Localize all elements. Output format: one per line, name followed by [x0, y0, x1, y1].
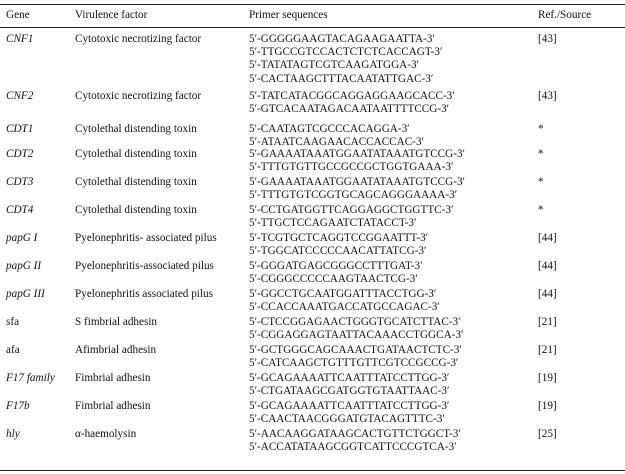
- primer-sequence: 5′-TTGCCGTCCACTCTCTCACCAGT-3′: [249, 46, 443, 59]
- cell-primer-sequences: [249, 400, 449, 426]
- primer-sequence: 5′-CGGAGGAGTAATTACAAACCTGGCA-3′: [249, 329, 464, 342]
- cell-ref-source: [21]: [538, 316, 557, 328]
- primer-sequence: 5′-TATCATACGGCAGGAGGAAGCACC-3′: [249, 90, 455, 102]
- primer-sequence: 5′-CCTGATGGTTCAGGAGGCTGGTTC-3′: [249, 204, 454, 216]
- cell-primer-sequences: [249, 90, 455, 116]
- primer-sequence: 5′-GTCACAATAGACAATAATTTTCCG-3′: [249, 103, 450, 116]
- primer-sequence: 5′-TGGCATCCCCCAACATTATCG-3′: [249, 245, 427, 258]
- primer-sequence: 5′-TTTGTGTCGGTGCAGCAGGGAAAA-3′: [249, 189, 458, 202]
- primer-sequence: 5′-ATAATCAAGAACACCACCAC-3′: [249, 136, 424, 149]
- cell-primer-sequences: [249, 176, 465, 202]
- cell-gene: papG II: [6, 260, 42, 272]
- cell-primer-sequences: [249, 428, 461, 454]
- primer-sequence: 5′-GAAAATAAATGGAATATAAATGTCCG-3′: [249, 148, 465, 160]
- cell-ref-source: *: [538, 148, 544, 160]
- cell-ref-source: [19]: [538, 400, 557, 412]
- cell-gene: CDT4: [6, 204, 34, 216]
- cell-gene: CDT3: [6, 176, 34, 188]
- cell-primer-sequences: [249, 33, 442, 86]
- cell-ref-source: [44]: [538, 260, 557, 272]
- primer-sequence: 5′-TTGCTCCAGAATCTATACCT-3′: [249, 217, 417, 230]
- cell-virulence-factor: Fimbrial adhesin: [75, 400, 151, 412]
- cell-primer-sequences: [249, 204, 453, 230]
- cell-virulence-factor: Fimbrial adhesin: [75, 372, 151, 384]
- cell-gene: CDT1: [6, 123, 34, 135]
- cell-primer-sequences: [249, 123, 424, 149]
- cell-ref-source: [44]: [538, 288, 557, 300]
- cell-gene: afa: [6, 344, 20, 356]
- primer-sequence: 5′-TCGTGCTCAGGTCCGGAATTT-3′: [249, 232, 429, 244]
- cell-ref-source: [25]: [538, 428, 557, 440]
- cell-gene: F17 family: [6, 372, 55, 384]
- cell-gene: CNF2: [6, 90, 34, 102]
- cell-primer-sequences: [249, 288, 440, 314]
- primer-sequence: 5′-GCAGAAAATTCAATTTATCCTTGG-3′: [249, 372, 450, 384]
- primer-sequence: 5′-AACAAGGATAAGCACTGTTCTGGCT-3′: [249, 428, 461, 440]
- header-gene: Gene: [6, 9, 30, 21]
- cell-primer-sequences: [249, 372, 449, 398]
- cell-gene: CDT2: [6, 148, 34, 160]
- primer-sequence: 5′-GGGGGAAGTACAGAAGAATTA-3′: [249, 33, 435, 45]
- bottom-rule: [0, 470, 625, 471]
- cell-ref-source: *: [538, 123, 544, 135]
- cell-virulence-factor: Afimbrial adhesin: [75, 344, 157, 356]
- header-rule: [0, 27, 625, 28]
- header-primer-sequences: Primer sequences: [249, 9, 328, 21]
- cell-primer-sequences: [249, 148, 465, 174]
- cell-primer-sequences: [249, 260, 423, 286]
- cell-virulence-factor: α-haemolysin: [75, 428, 137, 440]
- primer-sequence: 5′-GAAAATAAATGGAATATAAATGTCCG-3′: [249, 176, 465, 188]
- cell-primer-sequences: [249, 344, 462, 370]
- cell-primer-sequences: [249, 316, 463, 342]
- cell-gene: hly: [6, 428, 20, 440]
- cell-virulence-factor: Cytolethal distending toxin: [75, 148, 197, 160]
- cell-gene: papG I: [6, 232, 38, 244]
- top-rule: [0, 4, 625, 5]
- cell-ref-source: [43]: [538, 90, 557, 102]
- cell-virulence-factor: Cytolethal distending toxin: [75, 123, 197, 135]
- primer-sequence: 5′-GCTGGGCAGCAAACTGATAACTCTC-3′: [249, 344, 462, 356]
- cell-ref-source: [19]: [538, 372, 557, 384]
- cell-gene: F17b: [6, 400, 30, 412]
- primer-sequence: 5′-CAACTAACGGGATGTACAGTTTC-3′: [249, 413, 445, 426]
- primer-sequence: 5′-GGGATGAGCGGGCCTTTGAT-3′: [249, 260, 423, 272]
- primer-sequence: 5′-CACTAAGCTTTACAATATTGAC-3′: [249, 72, 434, 85]
- primer-sequence: 5′-CCACCAAATGACCATGCCAGAC-3′: [249, 301, 440, 314]
- cell-ref-source: [21]: [538, 344, 557, 356]
- cell-virulence-factor: Cytotoxic necrotizing factor: [75, 90, 202, 102]
- cell-virulence-factor: Pyelonephritis-associated pilus: [75, 260, 214, 272]
- cell-virulence-factor: Pyelonephritis associated pilus: [75, 288, 213, 300]
- primer-sequence: 5′-GGCCTGCAATGGATTTACCTGG-3′: [249, 288, 437, 300]
- cell-gene: CNF1: [6, 33, 34, 45]
- cell-virulence-factor: Cytotoxic necrotizing factor: [75, 33, 202, 45]
- cell-ref-source: *: [538, 176, 544, 188]
- primer-sequence: 5′-TATATAGTCGTCAAGATGGA-3′: [249, 59, 419, 72]
- cell-ref-source: [43]: [538, 33, 557, 45]
- cell-virulence-factor: S fimbrial adhesin: [75, 316, 158, 328]
- primer-sequence: 5′-CTCCGGAGAACTGGGTGCATCTTAC-3′: [249, 316, 461, 328]
- primer-sequence: 5′-CAATAGTCGCCCACAGGA-3′: [249, 123, 410, 135]
- primer-sequence: 5′-CTGATAAGCGATGGTGTAATTAAC-3′: [249, 385, 450, 398]
- primer-sequence: 5′-ACCATATAAGCGGTCATTCCCGTCA-3′: [249, 441, 457, 454]
- header-ref-source: Ref./Source: [538, 9, 592, 21]
- cell-gene: papG III: [6, 288, 45, 300]
- primer-sequence: 5′-TTTGTGTTGCCGCCGCTGGTGAAA-3′: [249, 161, 454, 174]
- primer-sequence: 5′-CGGGCCCCCAAGTAACTCG-3′: [249, 273, 418, 286]
- primer-sequence: 5′-GCAGAAAATTCAATTTATCCTTGG-3′: [249, 400, 450, 412]
- cell-virulence-factor: Pyelonephritis- associated pilus: [75, 232, 217, 244]
- header-virulence-factor: Virulence factor: [75, 9, 148, 21]
- cell-primer-sequences: [249, 232, 428, 258]
- cell-ref-source: [44]: [538, 232, 557, 244]
- cell-virulence-factor: Cytolethal distending toxin: [75, 176, 197, 188]
- cell-gene: sfa: [6, 316, 20, 328]
- cell-ref-source: *: [538, 204, 544, 216]
- cell-virulence-factor: Cytolethal distending toxin: [75, 204, 197, 216]
- primer-sequence: 5′-CATCAAGCTGTTTGTTCGTCCGCCG-3′: [249, 357, 459, 370]
